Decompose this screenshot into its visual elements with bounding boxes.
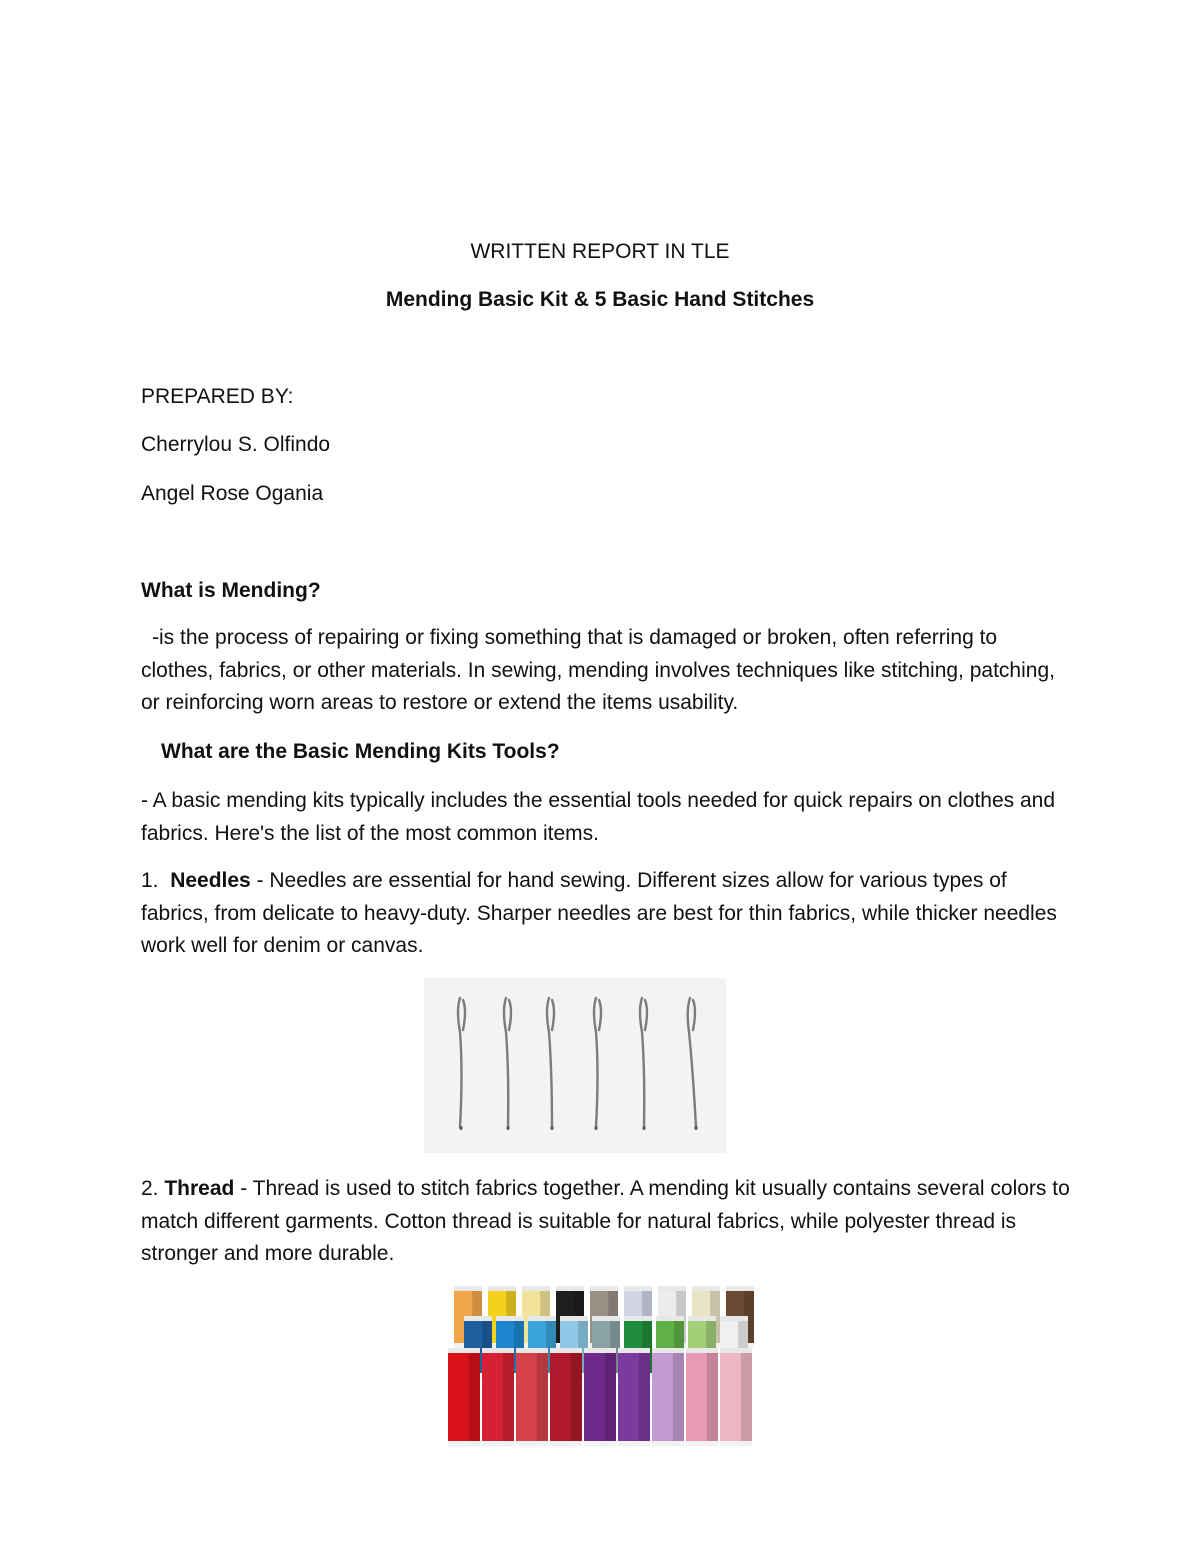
prepared-by-label: PREPARED BY:: [141, 385, 294, 408]
needles-image: [424, 978, 726, 1153]
list-item-thread: [141, 1173, 1071, 1271]
author-name: Angel Rose Ogania: [141, 482, 324, 505]
thread-spool: [652, 1348, 684, 1446]
thread-spool: [482, 1348, 514, 1446]
list-item-needles: [141, 865, 1071, 963]
item-description: - Thread is used to stitch fabrics together. A mending kit usually contains several colors to match different garments. Cotton thread is suitable for natural fabrics, while polyester thread is stronger and more durable.: [141, 1177, 1070, 1265]
thread-spools-icon: [446, 1282, 758, 1450]
thread-spool: [686, 1348, 718, 1446]
thread-spool: [448, 1348, 480, 1446]
thread-spool: [618, 1348, 650, 1446]
item-description: - Needles are essential for hand sewing. Different sizes allow for various types of fabrics, from delicate to heavy-duty. Sharper needles are best for thin fabrics, while thicker needles work well for denim or canvas.: [141, 869, 1057, 957]
section-heading-mending: What is Mending?: [141, 579, 321, 602]
section-body-kit-tools: - A basic mending kits typically includes the essential tools needed for quick repairs on clothes and fabrics. Here's the list of the most common items.: [141, 789, 1056, 845]
needles-icon: [424, 978, 726, 1153]
thread-spool: [720, 1348, 752, 1446]
author-name: Cherrylou S. Olfindo: [141, 433, 331, 456]
thread-spool: [550, 1348, 582, 1446]
thread-spools-image: [446, 1282, 758, 1450]
report-title: WRITTEN REPORT IN TLE: [470, 240, 730, 263]
thread-spool: [584, 1348, 616, 1446]
thread-spool: [516, 1348, 548, 1446]
item-name: Needles: [170, 869, 251, 892]
list-number: 2.: [141, 1177, 159, 1200]
section-heading-kit-tools: What are the Basic Mending Kits Tools?: [161, 740, 560, 763]
item-name: Thread: [164, 1177, 235, 1200]
report-subtitle: Mending Basic Kit & 5 Basic Hand Stitches: [385, 288, 815, 311]
section-body-mending: -is the process of repairing or fixing something that is damaged or broken, often referring to clothes, fabrics, or other materials. In sewing, mending involves techniques like stitching, patching, or reinforcing worn areas to restore or extend the items usability.: [141, 626, 1055, 714]
list-number: 1.: [141, 869, 159, 892]
